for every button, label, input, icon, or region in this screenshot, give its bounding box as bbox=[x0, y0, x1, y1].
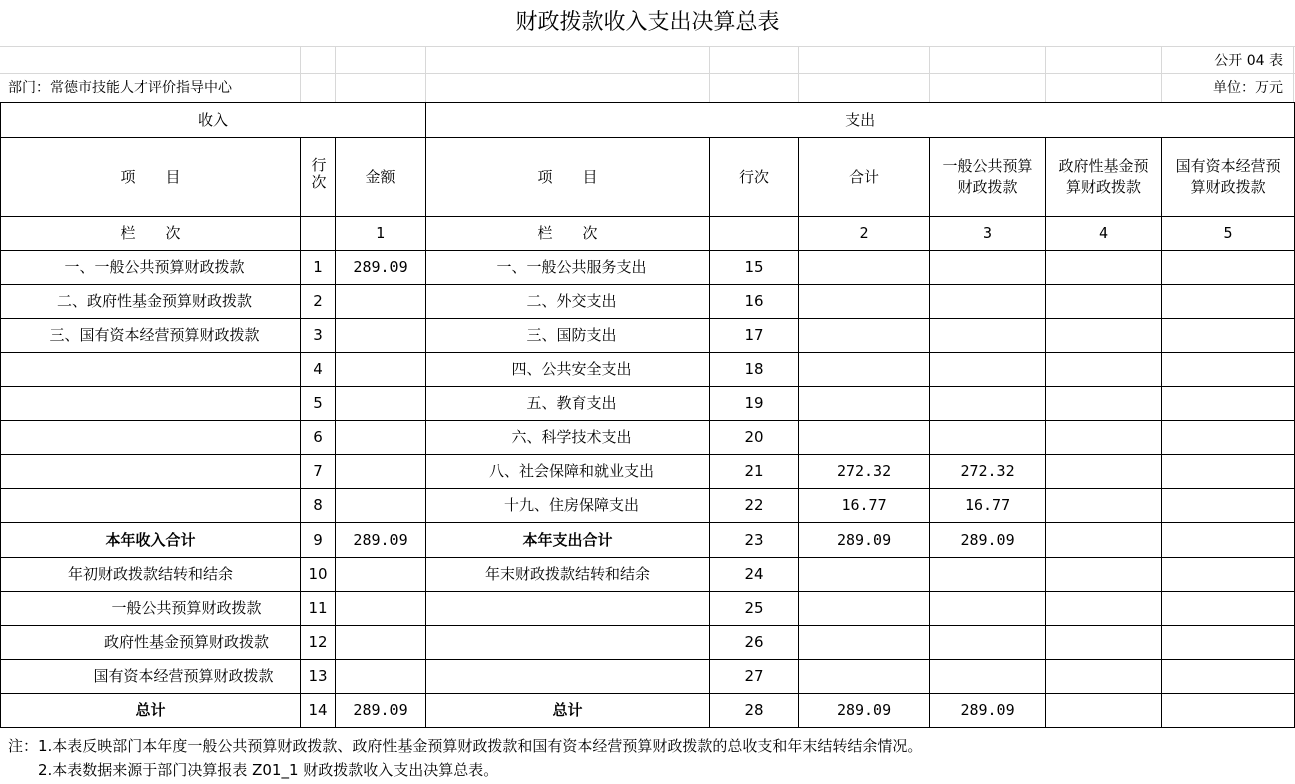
expense-column-no-4: 4 bbox=[1046, 217, 1162, 251]
expense-fund bbox=[1046, 455, 1162, 489]
income-item bbox=[1, 489, 301, 523]
income-item-header: 项 目 bbox=[1, 138, 301, 217]
income-line: 12 bbox=[301, 626, 336, 660]
expense-fund bbox=[1046, 319, 1162, 353]
expense-total bbox=[799, 387, 930, 421]
expense-column-no-5: 5 bbox=[1162, 217, 1295, 251]
expense-state-header: 国有资本经营预算财政拨款 bbox=[1162, 138, 1295, 217]
table-row bbox=[1, 387, 1295, 421]
expense-state bbox=[1162, 660, 1295, 694]
expense-state bbox=[1162, 523, 1295, 558]
expense-line: 25 bbox=[710, 592, 799, 626]
expense-line: 26 bbox=[710, 626, 799, 660]
income-item: 一般公共预算财政拨款 bbox=[1, 592, 301, 626]
table-row bbox=[1, 626, 1295, 660]
expense-total: 16.77 bbox=[799, 489, 930, 523]
expense-line: 27 bbox=[710, 660, 799, 694]
expense-general bbox=[930, 387, 1046, 421]
expense-fund bbox=[1046, 558, 1162, 592]
footnote-1: 注：1.本表反映部门本年度一般公共预算财政拨款、政府性基金预算财政拨款和国有资本经营预算财政拨款的总收支和年末结转结余情况。 bbox=[8, 737, 923, 755]
expense-general bbox=[930, 558, 1046, 592]
expense-line: 15 bbox=[710, 251, 799, 285]
expense-general bbox=[930, 251, 1046, 285]
expense-state bbox=[1162, 592, 1295, 626]
expense-fund bbox=[1046, 523, 1162, 558]
expense-fund bbox=[1046, 489, 1162, 523]
income-amount bbox=[336, 421, 426, 455]
unit-label: 单位：万元 bbox=[1213, 80, 1283, 96]
expense-state bbox=[1162, 558, 1295, 592]
income-amount bbox=[336, 455, 426, 489]
expense-state bbox=[1162, 694, 1295, 728]
expense-total: 289.09 bbox=[799, 523, 930, 558]
expense-fund bbox=[1046, 285, 1162, 319]
expense-fund-header: 政府性基金预算财政拨款 bbox=[1046, 138, 1162, 217]
expense-state bbox=[1162, 387, 1295, 421]
expense-total bbox=[799, 626, 930, 660]
income-column-no-amount: 1 bbox=[336, 217, 426, 251]
expense-total bbox=[799, 558, 930, 592]
expense-general bbox=[930, 626, 1046, 660]
expense-state bbox=[1162, 251, 1295, 285]
income-item bbox=[1, 455, 301, 489]
income-amount bbox=[336, 319, 426, 353]
income-item: 国有资本经营预算财政拨款 bbox=[1, 660, 301, 694]
income-line: 1 bbox=[301, 251, 336, 285]
table-row bbox=[1, 251, 1295, 285]
expense-column-no-label: 栏 次 bbox=[426, 217, 710, 251]
expense-item: 年末财政拨款结转和结余 bbox=[426, 558, 710, 592]
expense-line: 22 bbox=[710, 489, 799, 523]
expense-fund bbox=[1046, 251, 1162, 285]
expense-fund bbox=[1046, 660, 1162, 694]
income-item bbox=[1, 421, 301, 455]
income-line: 13 bbox=[301, 660, 336, 694]
income-line-header-text: 行次 bbox=[309, 157, 328, 191]
department-label: 部门：常德市技能人才评价指导中心 bbox=[8, 80, 232, 96]
expense-fund bbox=[1046, 353, 1162, 387]
footnotes bbox=[8, 734, 922, 782]
income-amount bbox=[336, 387, 426, 421]
expense-line: 19 bbox=[710, 387, 799, 421]
income-item: 政府性基金预算财政拨款 bbox=[1, 626, 301, 660]
table-row bbox=[1, 421, 1295, 455]
expense-general: 289.09 bbox=[930, 694, 1046, 728]
expense-total: 272.32 bbox=[799, 455, 930, 489]
expense-general bbox=[930, 285, 1046, 319]
expense-general bbox=[930, 592, 1046, 626]
income-line-header bbox=[301, 138, 336, 217]
page-title: 财政拨款收入支出决算总表 bbox=[515, 10, 780, 35]
expense-general bbox=[930, 353, 1046, 387]
expense-total bbox=[799, 285, 930, 319]
expense-line-header: 行次 bbox=[710, 138, 799, 217]
expense-line: 28 bbox=[710, 694, 799, 728]
expense-state bbox=[1162, 319, 1295, 353]
expense-general bbox=[930, 660, 1046, 694]
expense-line: 20 bbox=[710, 421, 799, 455]
expense-general-header: 一般公共预算财政拨款 bbox=[930, 138, 1046, 217]
expense-column-no-2: 2 bbox=[799, 217, 930, 251]
income-column-no-label: 栏 次 bbox=[1, 217, 301, 251]
income-line: 14 bbox=[301, 694, 336, 728]
income-line: 6 bbox=[301, 421, 336, 455]
income-amount: 289.09 bbox=[336, 523, 426, 558]
income-grand-total-label: 总计 bbox=[1, 694, 301, 728]
table-row bbox=[1, 694, 1295, 728]
expense-line: 21 bbox=[710, 455, 799, 489]
expense-item: 八、社会保障和就业支出 bbox=[426, 455, 710, 489]
expense-state bbox=[1162, 626, 1295, 660]
income-subtotal-label: 本年收入合计 bbox=[1, 523, 301, 558]
income-item bbox=[1, 387, 301, 421]
expense-state bbox=[1162, 353, 1295, 387]
income-amount bbox=[336, 285, 426, 319]
form-number: 公开 04 表 bbox=[1214, 53, 1283, 69]
expense-fund bbox=[1046, 387, 1162, 421]
income-amount-header: 金额 bbox=[336, 138, 426, 217]
income-amount: 289.09 bbox=[336, 251, 426, 285]
expense-item bbox=[426, 592, 710, 626]
table-row bbox=[1, 455, 1295, 489]
income-amount bbox=[336, 353, 426, 387]
income-amount bbox=[336, 592, 426, 626]
income-item: 二、政府性基金预算财政拨款 bbox=[1, 285, 301, 319]
income-amount: 289.09 bbox=[336, 694, 426, 728]
table-row bbox=[1, 319, 1295, 353]
expense-total bbox=[799, 353, 930, 387]
table-row bbox=[1, 523, 1295, 558]
income-amount bbox=[336, 660, 426, 694]
expense-total bbox=[799, 421, 930, 455]
expense-total bbox=[799, 319, 930, 353]
expense-state bbox=[1162, 421, 1295, 455]
expense-fund bbox=[1046, 626, 1162, 660]
table-row bbox=[1, 285, 1295, 319]
expense-item: 四、公共安全支出 bbox=[426, 353, 710, 387]
expense-column-no-line bbox=[710, 217, 799, 251]
income-item: 一、一般公共预算财政拨款 bbox=[1, 251, 301, 285]
expense-general bbox=[930, 319, 1046, 353]
income-item: 三、国有资本经营预算财政拨款 bbox=[1, 319, 301, 353]
expense-state bbox=[1162, 455, 1295, 489]
expense-total bbox=[799, 660, 930, 694]
income-column-no-line bbox=[301, 217, 336, 251]
expense-line: 18 bbox=[710, 353, 799, 387]
expense-item bbox=[426, 626, 710, 660]
income-line: 5 bbox=[301, 387, 336, 421]
income-amount bbox=[336, 626, 426, 660]
expense-general: 16.77 bbox=[930, 489, 1046, 523]
expense-column-no-3: 3 bbox=[930, 217, 1046, 251]
expense-fund bbox=[1046, 421, 1162, 455]
income-amount bbox=[336, 489, 426, 523]
expense-line: 23 bbox=[710, 523, 799, 558]
table-row bbox=[1, 558, 1295, 592]
expense-subtotal-label: 本年支出合计 bbox=[426, 523, 710, 558]
expense-line: 16 bbox=[710, 285, 799, 319]
income-line: 10 bbox=[301, 558, 336, 592]
table-row bbox=[1, 353, 1295, 387]
expense-general bbox=[930, 421, 1046, 455]
income-item bbox=[1, 353, 301, 387]
expense-item: 五、教育支出 bbox=[426, 387, 710, 421]
expense-total: 289.09 bbox=[799, 694, 930, 728]
expense-fund bbox=[1046, 592, 1162, 626]
expense-grand-total-label: 总计 bbox=[426, 694, 710, 728]
expense-total bbox=[799, 251, 930, 285]
income-line: 11 bbox=[301, 592, 336, 626]
income-line: 4 bbox=[301, 353, 336, 387]
table-row bbox=[1, 660, 1295, 694]
table-row bbox=[1, 592, 1295, 626]
expense-total bbox=[799, 592, 930, 626]
expense-item-header: 项 目 bbox=[426, 138, 710, 217]
table-row bbox=[1, 489, 1295, 523]
income-line: 9 bbox=[301, 523, 336, 558]
expense-fund bbox=[1046, 694, 1162, 728]
income-line: 8 bbox=[301, 489, 336, 523]
expense-general: 289.09 bbox=[930, 523, 1046, 558]
expense-item: 三、国防支出 bbox=[426, 319, 710, 353]
expense-line: 17 bbox=[710, 319, 799, 353]
expense-item: 六、科学技术支出 bbox=[426, 421, 710, 455]
expense-general: 272.32 bbox=[930, 455, 1046, 489]
income-amount bbox=[336, 558, 426, 592]
expense-heading: 支出 bbox=[426, 103, 1295, 138]
footnote-2: 2.本表数据来源于部门决算报表 Z01_1 财政拨款收入支出决算总表。 bbox=[8, 761, 499, 779]
expense-total-header: 合计 bbox=[799, 138, 930, 217]
expense-state bbox=[1162, 285, 1295, 319]
income-item: 年初财政拨款结转和结余 bbox=[1, 558, 301, 592]
budget-table bbox=[0, 102, 1295, 728]
income-line: 2 bbox=[301, 285, 336, 319]
expense-item: 一、一般公共服务支出 bbox=[426, 251, 710, 285]
expense-item bbox=[426, 660, 710, 694]
expense-item: 二、外交支出 bbox=[426, 285, 710, 319]
expense-state bbox=[1162, 489, 1295, 523]
income-heading: 收入 bbox=[1, 103, 426, 138]
expense-item: 十九、住房保障支出 bbox=[426, 489, 710, 523]
income-line: 3 bbox=[301, 319, 336, 353]
expense-line: 24 bbox=[710, 558, 799, 592]
income-line: 7 bbox=[301, 455, 336, 489]
